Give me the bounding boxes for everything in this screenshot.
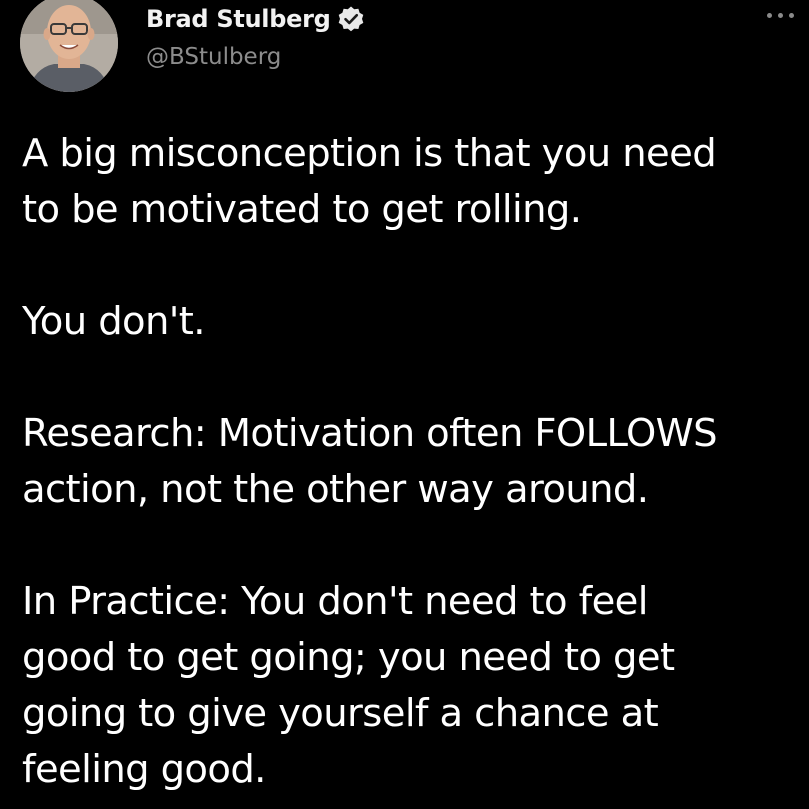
tweet-line: In Practice: You don't need to feel bbox=[22, 579, 648, 624]
tweet-line: Research: Motivation often FOLLOWS bbox=[22, 411, 717, 456]
tweet-line: going to give yourself a chance at bbox=[22, 691, 659, 736]
tweet-line: to be motivated to get rolling. bbox=[22, 187, 582, 232]
author-handle[interactable]: @BStulberg bbox=[146, 44, 282, 70]
tweet-line: You don't. bbox=[22, 299, 205, 344]
avatar-photo-icon bbox=[20, 0, 118, 92]
verified-badge-icon bbox=[337, 5, 365, 33]
tweet-line: action, not the other way around. bbox=[22, 467, 649, 512]
author-name-row bbox=[146, 2, 365, 36]
tweet-line: feeling good. bbox=[22, 747, 266, 792]
tweet-line: A big misconception is that you need bbox=[22, 131, 717, 176]
author-avatar[interactable] bbox=[20, 0, 118, 92]
tweet-line: good to get going; you need to get bbox=[22, 635, 675, 680]
author-display-name[interactable]: Brad Stulberg bbox=[146, 5, 331, 33]
tweet-text bbox=[22, 126, 809, 798]
more-options-icon[interactable] bbox=[762, 2, 802, 28]
